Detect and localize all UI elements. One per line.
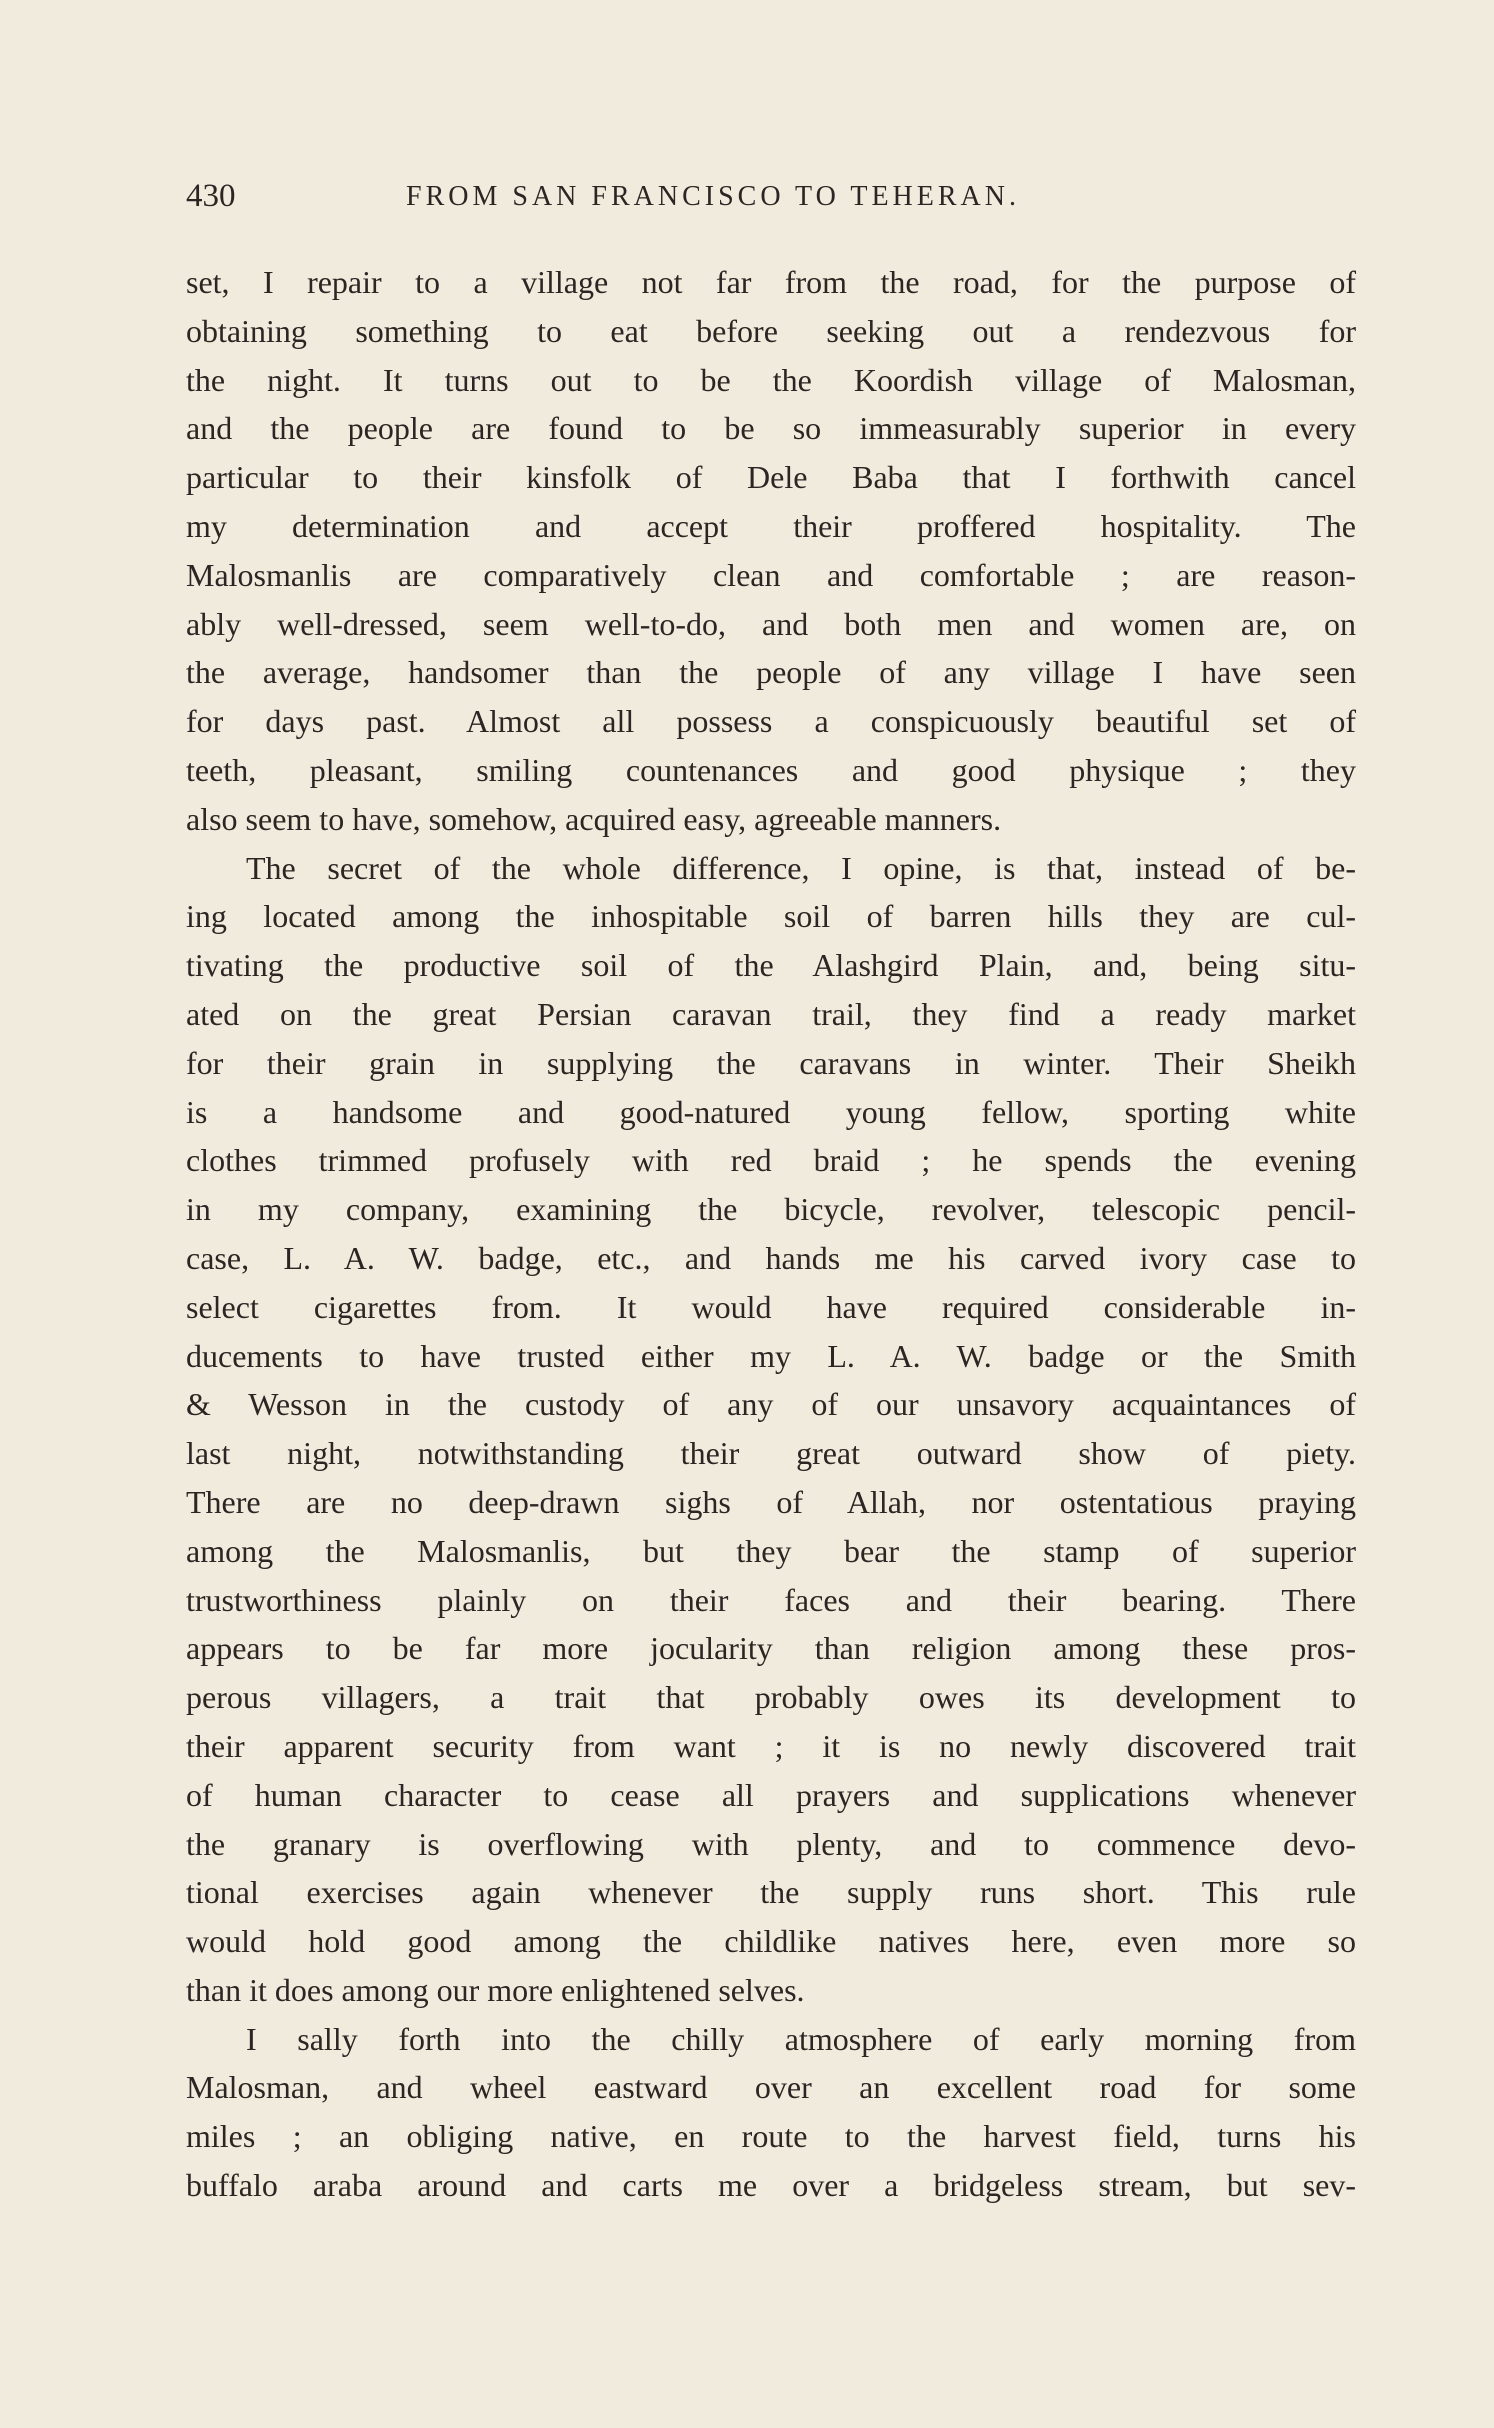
text-line: Malosman, and wheel eastward over an excellent road for some <box>186 2069 1356 2106</box>
text-line: tional exercises again whenever the supply runs short. This rule <box>186 1874 1356 1911</box>
text-line: perous villagers, a trait that probably owes its development to <box>186 1679 1356 1716</box>
text-line: particular to their kinsfolk of Dele Baba that I forthwith cancel <box>186 459 1356 496</box>
text-line: is a handsome and good-natured young fellow, sporting white <box>186 1093 1356 1130</box>
body-text <box>186 258 1356 2210</box>
text-line: among the Malosmanlis, but they bear the stamp of superior <box>186 1532 1356 1569</box>
text-line: my determination and accept their proffered hospitality. The <box>186 507 1356 544</box>
text-line: ducements to have trusted either my L. A. W. badge or the Smith <box>186 1337 1356 1374</box>
text-line: select cigarettes from. It would have required considerable in- <box>186 1288 1356 1325</box>
text-line: in my company, examining the bicycle, revolver, telescopic pencil- <box>186 1191 1356 1228</box>
text-line: than it does among our more enlightened selves. <box>186 1971 805 2008</box>
page-number: 430 <box>186 178 236 214</box>
page-header <box>186 176 1356 226</box>
text-line: ing located among the inhospitable soil of barren hills they are cul- <box>186 898 1356 935</box>
text-line: Malosmanlis are comparatively clean and comfortable ; are reason- <box>186 556 1356 593</box>
text-line: the night. It turns out to be the Koordish village of Malosman, <box>186 361 1356 398</box>
text-line: the average, handsomer than the people of any village I have seen <box>186 654 1356 691</box>
running-title: FROM SAN FRANCISCO TO TEHERAN. <box>406 181 1020 212</box>
text-line: The secret of the whole difference, I opine, is that, instead of be- <box>246 849 1356 886</box>
text-line: tivating the productive soil of the Alashgird Plain, and, being situ- <box>186 947 1356 984</box>
text-line: & Wesson in the custody of any of our unsavory acquaintances of <box>186 1386 1356 1423</box>
text-line: buffalo araba around and carts me over a bridgeless stream, but sev- <box>186 2167 1356 2204</box>
text-line: obtaining something to eat before seeking out a rendezvous for <box>186 312 1356 349</box>
text-line: for their grain in supplying the caravans in winter. Their Sheikh <box>186 1044 1356 1081</box>
text-line: appears to be far more jocularity than religion among these pros- <box>186 1630 1356 1667</box>
text-line: the granary is overflowing with plenty, and to commence devo- <box>186 1825 1356 1862</box>
text-line: There are no deep-drawn sighs of Allah, nor ostentatious praying <box>186 1483 1356 1520</box>
text-line: trustworthiness plainly on their faces and their bearing. There <box>186 1581 1356 1618</box>
text-line: I sally forth into the chilly atmosphere of early morning from <box>246 2020 1356 2057</box>
text-line: would hold good among the childlike natives here, even more so <box>186 1923 1356 1960</box>
text-line: also seem to have, somehow, acquired easy, agreeable manners. <box>186 800 1002 837</box>
text-line: ated on the great Persian caravan trail, they find a ready market <box>186 995 1356 1032</box>
text-line: miles ; an obliging native, en route to the harvest field, turns his <box>186 2118 1356 2155</box>
text-line: ably well-dressed, seem well-to-do, and both men and women are, on <box>186 605 1356 642</box>
text-line: and the people are found to be so immeasurably superior in every <box>186 410 1356 447</box>
text-line: last night, notwithstanding their great outward show of piety. <box>186 1435 1356 1472</box>
text-line: case, L. A. W. badge, etc., and hands me his carved ivory case to <box>186 1239 1356 1276</box>
text-line: for days past. Almost all possess a conspicuously beautiful set of <box>186 703 1356 740</box>
text-line: clothes trimmed profusely with red braid ; he spends the evening <box>186 1142 1356 1179</box>
text-line: set, I repair to a village not far from the road, for the purpose of <box>186 264 1356 300</box>
text-line: teeth, pleasant, smiling countenances and good physique ; they <box>186 751 1356 788</box>
text-line: of human character to cease all prayers and supplications whenever <box>186 1776 1356 1813</box>
text-line: their apparent security from want ; it is no newly discovered trait <box>186 1727 1356 1764</box>
